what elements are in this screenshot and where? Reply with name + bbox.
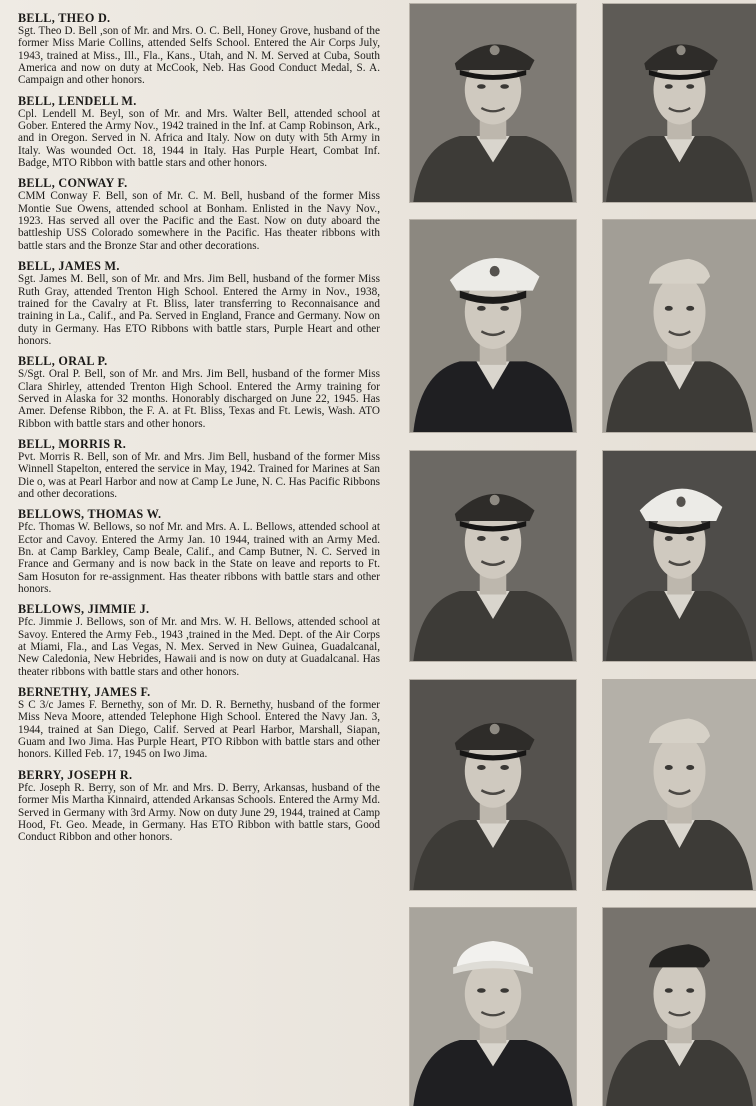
entry-name: BELLOWS, THOMAS W. bbox=[18, 507, 162, 522]
photo-morris-bell bbox=[603, 451, 756, 661]
photo-james-bell bbox=[603, 220, 756, 432]
entry-body: Sgt. James M. Bell, son of Mr. and Mrs. Jim Bell, husband of the former Miss Ruth Gray, attended Trenton High School. Entered the Army in Nov., 1938, trained for the Cavalry at Ft. Bliss, later transferring to Reconnaisance and training in La., Calif., and Pa. Served in England, France and Germany. Now on duty in Germany. Has ETO Ribbons with battle stars, Purple Heart and other honors. bbox=[18, 273, 380, 347]
portrait-icon bbox=[410, 908, 576, 1106]
entry-joseph-berry bbox=[18, 769, 380, 844]
entry-body: S/Sgt. Oral P. Bell, son of Mr. and Mrs. Jim Bell, husband of the former Miss Clara Shirley, attended Trenton High School. Entered the Army training for Served in Alaska for 32 months. Honorably discharged on June 22, 1945. Has Amer. Defense Ribbon, the F. A. at Ft. Bliss, Texas and Ft. Lewis, Wash. ATO Ribbon with battle stars and other honors. bbox=[18, 368, 380, 430]
entry-name: BELLOWS, JIMMIE J. bbox=[18, 602, 150, 617]
entry-name: BELL, CONWAY F. bbox=[18, 176, 128, 191]
entry-body: Pvt. Morris R. Bell, son of Mr. and Mrs. Jim Bell, husband of the former Miss Winnell Stapelton, entered the service in May, 1942. Trained for Marines at San Die o, was at Pearl Harbor and now at Camp Le June, N. C. Has Pacific Ribbons and other decorations. bbox=[18, 450, 380, 500]
entry-name: BELL, THEO D. bbox=[18, 11, 111, 25]
entry-theo-bell bbox=[18, 12, 380, 87]
photo-conway-bell bbox=[410, 220, 576, 432]
photo-thomas-bellows bbox=[410, 680, 576, 890]
portrait-icon bbox=[603, 220, 756, 432]
entry-body: Cpl. Lendell M. Beyl, son of Mr. and Mrs. Walter Bell, attended school at Gober. Entered the Army Nov., 1942 trained in the Inf. at Camp Robinson, Ark., and in Oregon. Served in N. Africa and Italy. Now on duty with 5th Army in Italy. Was wounded Oct. 18, 1944 in Italy. Has Purple Heart, Combat Inf. Badge, MTO Ribbon with battle stars and other honors. bbox=[18, 107, 380, 170]
photo-theo-bell bbox=[410, 4, 576, 202]
entry-name: BERRY, JOSEPH R. bbox=[18, 767, 133, 782]
service-records-column bbox=[18, 12, 380, 852]
entry-body: Pfc. Thomas W. Bellows, so nof Mr. and Mrs. A. L. Bellows, attended school at Ector and Cavoy. Entered the Army Jan. 10 1944, trained with an Army Med. Bn. at Camp Barkley, Camp Beale, Calif., and Camp Butner, N. C. Served in France and Germany and is now back in the State on leave and reports to Ft. Sam Hosuton for re-assignment. Has theater ribbons with battle stars and other honors. bbox=[18, 521, 380, 596]
photo-james-bernethy bbox=[410, 908, 576, 1106]
entry-oral-bell bbox=[18, 355, 380, 430]
portrait-icon bbox=[410, 220, 576, 432]
entry-name: BELL, LENDELL M. bbox=[18, 93, 137, 108]
entry-name: BELL, ORAL P. bbox=[18, 354, 108, 369]
portrait-icon bbox=[603, 451, 756, 661]
entry-james-bernethy bbox=[18, 686, 380, 761]
photo-joseph-berry bbox=[603, 908, 756, 1106]
entry-james-bell bbox=[18, 260, 380, 347]
portrait-icon bbox=[603, 680, 756, 890]
entry-body: Sgt. Theo D. Bell ,son of Mr. and Mrs. O. C. Bell, Honey Grove, husband of the former Miss Marie Collins, attended Selfs School. Entered the Air Corps July, 1943, trained at Miss., Ill., Fla., Kans., Utah, and N. M. Served at Cuba, South America and now on duty at McCook, Neb. Has Good Conduct Medal, S. A. Campaign and other honors. bbox=[18, 25, 380, 87]
entry-name: BELL, JAMES M. bbox=[18, 259, 120, 274]
entry-morris-bell bbox=[18, 438, 380, 500]
entry-thomas-bellows bbox=[18, 508, 380, 595]
entry-lendell-bell bbox=[18, 95, 380, 170]
photo-jimmie-bellows bbox=[603, 680, 756, 890]
entry-body: CMM Conway F. Bell, son of Mr. C. M. Bell, husband of the former Miss Montie Sue Owens, attended school at Bonham. Enlisted in the Navy Nov., 1923. Has served all over the Pacific and the East. Now on duty aboard the battleship USS Colorado somewhere in the Pacific. Has theater ribbons with battle stars and the Bronze Star and other decorations. bbox=[18, 190, 380, 252]
entry-body: S C 3/c James F. Bernethy, son of Mr. D. R. Bernethy, husband of the former Miss Neva Moore, attended Telephone High School. Entered the Navy Jan. 3, 1944, trained at San Diego, Calif. Served at Pearl Harbor, Marshall, Siapan, Guam and Iwo Jima. Has Purple Heart, PTO Ribbon with battle stars and other honors. Killed Feb. 17, 1945 on Iwo Jima. bbox=[18, 699, 380, 761]
entry-name: BERNETHY, JAMES F. bbox=[18, 685, 151, 700]
portrait-icon bbox=[410, 451, 576, 661]
portrait-icon bbox=[603, 4, 756, 202]
portrait-icon bbox=[410, 4, 576, 202]
portrait-icon bbox=[603, 908, 756, 1106]
portrait-icon bbox=[410, 680, 576, 890]
entry-conway-bell bbox=[18, 177, 380, 252]
photo-oral-bell bbox=[410, 451, 576, 661]
photo-lendell-bell bbox=[603, 4, 756, 202]
entry-body: Pfc. Jimmie J. Bellows, son of Mr. and Mrs. W. H. Bellows, attended school at Savoy. Entered the Army Feb., 1943 ,trained in the Med. Dept. of the Air Corps at Miami, Fla., and Las Vegas, N. Mex. Served in New Guinea, Guadalcanal, New Caledonia, New Hebrides, Hawaii and is now on duty at Guadalcanal. Has theater ribbons with battle stars and other honors. bbox=[18, 616, 380, 678]
entry-name: BELL, MORRIS R. bbox=[18, 436, 127, 451]
entry-body: Pfc. Joseph R. Berry, son of Mr. and Mrs. D. Berry, Arkansas, husband of the former Mis Martha Kinnaird, attended Arkansas Schools. Entered the Army Md. Served in Germany with 3rd Army. Now on duty June 29, 1944, trained at Camp Hood, Ft. Geo. Meade, in Germany. Has ETO Ribbon with battle stars, Good Conduct Ribbon and other honors. bbox=[18, 781, 380, 844]
entry-jimmie-bellows bbox=[18, 603, 380, 678]
